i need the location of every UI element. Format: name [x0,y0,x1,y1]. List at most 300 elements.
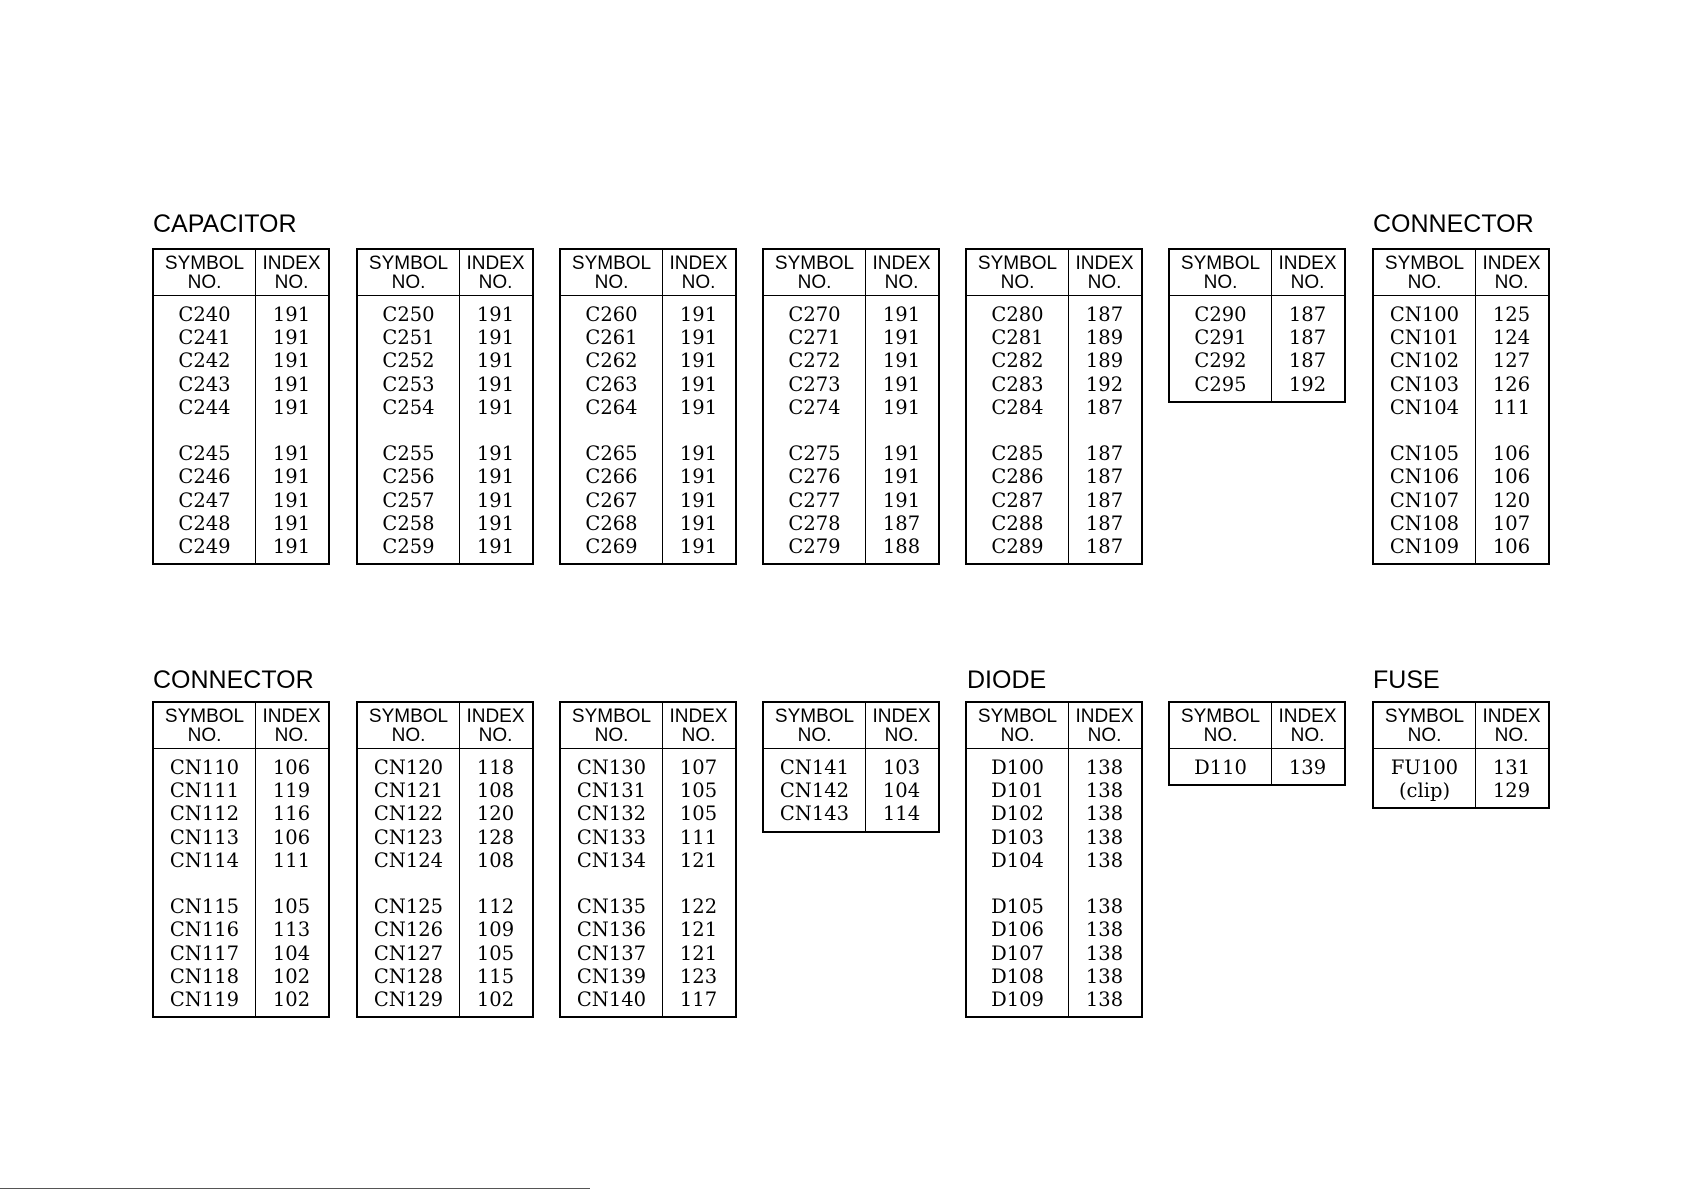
table-row [764,489,938,512]
index-table [152,701,330,1018]
symbol-no: C250 [382,303,435,326]
index-no: 187 [1288,326,1327,350]
index-no: 191 [272,326,311,350]
column-divider [1068,703,1069,1016]
table-row [358,849,532,872]
symbol-no: C263 [585,372,638,396]
header-text: NO. [1000,271,1035,293]
symbol-no: C276 [788,465,841,489]
table-row [154,465,328,488]
symbol-no: D109 [991,987,1044,1011]
index-no: 191 [882,372,921,396]
table-row [358,489,532,512]
symbol-no: CN106 [1389,465,1460,489]
index-no: 191 [476,326,515,350]
symbol-no: C258 [382,511,435,535]
index-no: 121 [679,848,718,872]
table-row [764,535,938,558]
index-no: 138 [1085,918,1124,942]
table-row [561,303,735,326]
symbol-no: C289 [991,534,1044,558]
index-no: 191 [679,442,718,466]
index-no: 121 [679,941,718,965]
index-no: 191 [882,326,921,350]
symbol-no: C279 [788,534,841,558]
table-header [764,250,938,296]
table-row [561,442,735,465]
row-group-gap [358,419,532,442]
table-header [1170,250,1344,296]
table-row [358,442,532,465]
symbol-no-header [967,250,1068,295]
table-row [561,512,735,535]
index-no: 191 [476,534,515,558]
symbol-no: CN126 [373,918,444,942]
table-row [358,465,532,488]
table-row [764,373,938,396]
table-row [358,756,532,779]
symbol-no: C251 [382,326,435,350]
index-no: 106 [272,756,311,779]
table-row [154,918,328,941]
symbol-no-header [154,250,255,295]
table-row [1374,756,1548,779]
table-row [967,849,1141,872]
column-divider [865,703,866,831]
index-no: 107 [1492,511,1531,535]
table-row [561,489,735,512]
index-no: 107 [679,756,718,779]
index-no: 118 [476,756,515,779]
header-text: NO. [1000,724,1035,746]
index-no: 138 [1085,825,1124,849]
header-text: NO. [884,271,919,293]
symbol-no: C291 [1194,326,1247,350]
index-no-header [1068,703,1141,748]
index-no: 191 [476,303,515,326]
index-no: 109 [476,918,515,942]
table-body [764,296,938,563]
table-row [764,779,938,802]
index-no: 139 [1288,756,1327,779]
index-no: 102 [476,987,515,1011]
row-group-gap [561,419,735,442]
column-divider [662,703,663,1016]
index-no: 138 [1085,848,1124,872]
header-text: SYMBOL [977,705,1058,727]
symbol-no-header [1374,703,1475,748]
index-no: 127 [1492,349,1531,373]
symbol-no: C269 [585,534,638,558]
header-text: INDEX [1075,252,1134,274]
table-header [764,703,938,749]
table-row [561,373,735,396]
symbol-no: D110 [1194,756,1247,779]
symbol-no: C252 [382,349,435,373]
row-group-gap [154,872,328,895]
symbol-no: CN117 [169,941,240,965]
index-no: 113 [272,918,311,942]
header-text: NO. [274,724,309,746]
symbol-no: CN143 [779,802,850,826]
index-no: 106 [272,825,311,849]
symbol-no: C242 [178,349,231,373]
table-body [764,749,938,831]
row-group-gap [1374,419,1548,442]
symbol-no: C260 [585,303,638,326]
index-no: 191 [679,326,718,350]
table-row [1374,512,1548,535]
table-row [764,303,938,326]
table-row [154,988,328,1011]
table-row [154,442,328,465]
table-row [1374,779,1548,802]
index-no: 129 [1492,779,1531,803]
symbol-no: CN136 [576,918,647,942]
table-row [154,942,328,965]
symbol-no: CN135 [576,895,647,919]
table-row [358,512,532,535]
index-no: 191 [272,488,311,512]
header-text: NO. [187,271,222,293]
table-row [561,535,735,558]
symbol-no: C253 [382,372,435,396]
index-table [965,701,1143,1018]
table-row [1374,442,1548,465]
table-row [154,849,328,872]
index-no: 108 [476,848,515,872]
index-no: 138 [1085,895,1124,919]
index-no: 122 [679,895,718,919]
index-table [762,701,940,833]
table-row [967,802,1141,825]
table-row [358,373,532,396]
table-row [1374,326,1548,349]
symbol-no: C247 [178,488,231,512]
header-text: NO. [594,724,629,746]
column-divider [459,703,460,1016]
header-text: SYMBOL [774,252,855,274]
symbol-no-header [1374,250,1475,295]
symbol-no: C261 [585,326,638,350]
index-no-header [865,703,938,748]
table-row [358,349,532,372]
table-row [967,942,1141,965]
header-text: NO. [884,724,919,746]
header-text: NO. [478,724,513,746]
symbol-no-header [154,703,255,748]
index-no: 191 [679,465,718,489]
table-header [967,703,1141,749]
header-text: NO. [1407,271,1442,293]
symbol-no-header [1170,250,1271,295]
index-no: 111 [1492,395,1531,419]
table-row [1374,465,1548,488]
symbol-no: C278 [788,511,841,535]
symbol-no: C285 [991,442,1044,466]
symbol-no: C287 [991,488,1044,512]
table-row [967,918,1141,941]
section-title-fuse: FUSE [1373,666,1440,694]
index-no: 191 [272,534,311,558]
index-no: 191 [679,488,718,512]
table-row [1374,396,1548,419]
index-no: 111 [272,848,311,872]
index-no: 105 [679,802,718,826]
header-text: NO. [1494,271,1529,293]
table-row [967,396,1141,419]
header-text: SYMBOL [368,252,449,274]
table-row [967,988,1141,1011]
index-no: 191 [476,465,515,489]
header-text: SYMBOL [164,705,245,727]
symbol-no: C255 [382,442,435,466]
symbol-no: C277 [788,488,841,512]
symbol-no: C243 [178,372,231,396]
table-row [154,965,328,988]
index-no: 104 [272,941,311,965]
table-row [967,326,1141,349]
index-no: 121 [679,918,718,942]
table-row [967,373,1141,396]
header-text: NO. [1087,724,1122,746]
symbol-no: C266 [585,465,638,489]
symbol-no: CN100 [1389,303,1460,326]
index-no: 188 [882,534,921,558]
header-text: INDEX [262,705,321,727]
symbol-no: D100 [991,756,1044,779]
table-header [561,250,735,296]
symbol-no: C275 [788,442,841,466]
symbol-no: C246 [178,465,231,489]
table-row [967,512,1141,535]
column-divider [1475,250,1476,563]
header-text: SYMBOL [1180,705,1261,727]
symbol-no: C256 [382,465,435,489]
symbol-no: C249 [178,534,231,558]
symbol-no: C272 [788,349,841,373]
index-no: 106 [1492,534,1531,558]
index-no: 105 [272,895,311,919]
index-no: 191 [679,372,718,396]
index-no-header [255,250,328,295]
symbol-no: CN114 [169,848,240,872]
symbol-no: CN121 [373,779,444,803]
row-group-gap [764,419,938,442]
symbol-no: CN116 [169,918,240,942]
table-row [561,326,735,349]
index-no: 120 [476,802,515,826]
header-text: SYMBOL [1180,252,1261,274]
header-text: NO. [1290,724,1325,746]
table-header [1374,703,1548,749]
symbol-no: C264 [585,395,638,419]
table-header [561,703,735,749]
symbol-no: CN127 [373,941,444,965]
table-body [1374,749,1548,807]
table-row [1170,756,1344,779]
symbol-no: C288 [991,511,1044,535]
symbol-no: CN103 [1389,372,1460,396]
column-divider [1475,703,1476,807]
symbol-no: CN102 [1389,349,1460,373]
column-divider [255,703,256,1016]
header-text: NO. [478,271,513,293]
index-no: 117 [679,987,718,1011]
symbol-no: CN113 [169,825,240,849]
row-group-gap [561,872,735,895]
index-no: 191 [476,488,515,512]
table-row [967,465,1141,488]
index-no: 126 [1492,372,1531,396]
table-row [358,326,532,349]
symbol-no: CN110 [169,756,240,779]
table-header [358,250,532,296]
table-row [561,349,735,372]
symbol-no: D101 [991,779,1044,803]
table-row [967,826,1141,849]
symbol-no: C284 [991,395,1044,419]
index-table [762,248,940,565]
index-no: 191 [679,349,718,373]
index-no: 138 [1085,756,1124,779]
index-no: 138 [1085,779,1124,803]
table-row [154,895,328,918]
table-body [154,749,328,1016]
index-no: 187 [1085,488,1124,512]
symbol-no-header [358,703,459,748]
table-row [967,779,1141,802]
symbol-no: CN129 [373,987,444,1011]
table-row [154,802,328,825]
table-row [764,396,938,419]
symbol-no: CN111 [169,779,240,803]
symbol-no: C268 [585,511,638,535]
header-text: INDEX [1278,252,1337,274]
table-row [561,779,735,802]
table-row [358,965,532,988]
index-no: 191 [679,395,718,419]
index-no: 189 [1085,326,1124,350]
symbol-no: CN115 [169,895,240,919]
table-row [154,535,328,558]
symbol-no: D104 [991,848,1044,872]
header-text: SYMBOL [571,252,652,274]
column-divider [1068,250,1069,563]
symbol-no: C262 [585,349,638,373]
header-text: SYMBOL [1384,252,1465,274]
symbol-no: CN118 [169,964,240,988]
header-text: NO. [681,271,716,293]
index-no: 191 [476,511,515,535]
table-row [561,895,735,918]
column-divider [1271,250,1272,401]
header-text: SYMBOL [164,252,245,274]
header-text: INDEX [1278,705,1337,727]
index-no-header [459,703,532,748]
index-no: 191 [272,303,311,326]
index-table [1372,701,1550,809]
index-no-header [662,703,735,748]
symbol-no: C274 [788,395,841,419]
index-table [559,701,737,1018]
index-no: 106 [1492,442,1531,466]
header-text: NO. [681,724,716,746]
header-text: SYMBOL [571,705,652,727]
header-text: NO. [187,724,222,746]
table-row [1374,489,1548,512]
index-table [1372,248,1550,565]
symbol-no: C254 [382,395,435,419]
index-no: 191 [476,372,515,396]
table-body [967,296,1141,563]
index-table [1168,248,1346,403]
symbol-no: CN133 [576,825,647,849]
header-text: NO. [1407,724,1442,746]
header-text: NO. [391,271,426,293]
symbol-no: C244 [178,395,231,419]
symbol-no: C259 [382,534,435,558]
table-body [561,749,735,1016]
index-no: 191 [272,372,311,396]
index-no-header [865,250,938,295]
symbol-no: CN122 [373,802,444,826]
index-no: 138 [1085,802,1124,826]
header-text: NO. [1203,271,1238,293]
table-row [561,826,735,849]
symbol-no: C267 [585,488,638,512]
table-row [154,349,328,372]
index-table [152,248,330,565]
index-no: 112 [476,895,515,919]
table-row [358,895,532,918]
header-text: SYMBOL [977,252,1058,274]
table-row [358,826,532,849]
table-row [154,779,328,802]
index-no-header [1475,703,1548,748]
index-no: 138 [1085,941,1124,965]
table-row [154,373,328,396]
symbol-no: CN139 [576,964,647,988]
index-no: 105 [679,779,718,803]
symbol-no: C265 [585,442,638,466]
index-no: 191 [679,303,718,326]
table-row [967,303,1141,326]
table-row [561,756,735,779]
index-no: 123 [679,964,718,988]
table-row [764,802,938,825]
index-no: 102 [272,964,311,988]
header-text: INDEX [872,705,931,727]
index-no-header [1271,703,1344,748]
table-row [154,396,328,419]
header-text: NO. [274,271,309,293]
symbol-no: C241 [178,326,231,350]
index-no: 191 [272,395,311,419]
table-row [764,465,938,488]
symbol-no: D108 [991,964,1044,988]
index-table [356,701,534,1018]
table-row [561,942,735,965]
index-no-header [255,703,328,748]
symbol-no: C290 [1194,303,1247,326]
section-title-capacitor: CAPACITOR [153,210,297,238]
index-no: 103 [882,756,921,779]
index-no: 187 [1085,465,1124,489]
index-no: 191 [882,442,921,466]
column-divider [459,250,460,563]
table-row [764,349,938,372]
